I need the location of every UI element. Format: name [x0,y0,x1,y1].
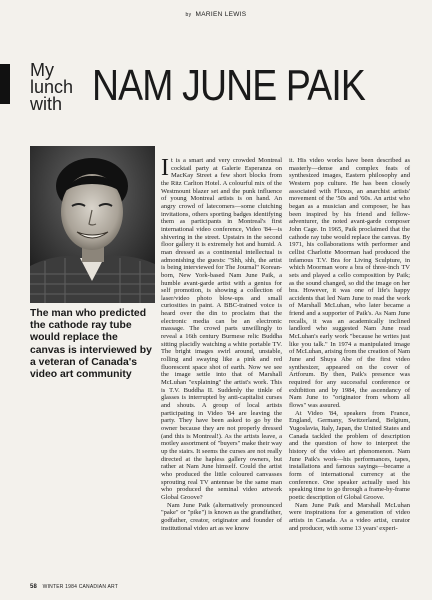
kicker-line: lunch [30,77,74,97]
kicker-line: My [30,60,54,80]
drop-cap: I [161,155,169,181]
kicker-line: with [30,94,63,114]
paragraph-text: t is a smart and very crowded Montreal cocktail party at Galerie Esperanza on MacKay Street a few short blocks from the Ritz Carlton Hotel. A colourful mix of the Westmount blazer set and the punk influence of young Montreal artists is on hand. An angry crowd of latecomers—some clutching invitations, others sporting badges identifying them as participants in Montreal's first international video conference, Video '84—is shivering in the street. Upstairs in the second floor gallery it is extremely hot and humid. A man dressed as a continental intellectual is admonishing the guests: "Shh, shh, the artist is being interviewed for The Journal" Korean-born, New York-based Nam June Paik, a humble avant-garde artist with a genius for self promotion, is showing a collection of laser/video photo blow-ups and small curiosities in paint. A BBC-trained voice is heard over the din to proclaim that the electronic media can be an electronic massage. The crowd parts unwillingly to reveal a 16th century Burmese relic Buddha sitting placidly watching a white portable TV. The bright images swirl around, unstable, rolling and swaying like a pink and red fluorescent space shot of earth. Now we see the image settle into that of Marshall McLuhan "explaining" the artist's work. This is T.V. Buddha II. Suddenly the tinkle of glasses is interrupted by anti-capitalist curses and shouts. A group of local artists participating in Video '84 are leaving the party. They have been asked to go by the owner because they are not properly dressed (and this is Montreal!). As the artists leave, a motley assortment of "buyers" make their way up the stairs. It seems the curses are not really directed at the hapless gallery owners, but rather at Nam June himself. Could the artist who produced the little coloured canvasses sprouting real TV antennae be the same man who produced the seminal video artwork Global Groove? [161,157,282,501]
article-paragraph: it. His video works have been described as masterly—dense and complex feats of synthesized images, Eastern philosophy and Western pop culture. He has been closely associated with Fluxus, an anarchist artists' movement of the '50s and '60s. An artist who began as a musician and composer, he has been inspired by his friend and fellow-adventurer, the noted avant-garde composer John Cage. In 1965, Paik proclaimed that the cathode ray tube would replace the canvas. By 1971, his collaborations with performer and cellist Charlotte Moorman had produced the infamous T.V. Bra for Living Sculpture, in which Moorman wore a bra of three-inch TV sets and played a cello composition by Paik; as the sound changed, so did the image on her bra. However, it was one of life's happy accidents that led Nam June to read the work of Marshall McLuhan, who later became a friend and a supporter of Paik's. As Nam June recalls, it was an academically inclined landlord who suggested Nam June read McLuhan's early work "because he writes just like you talk." In 1974 a manipulated image of McLuhan, arising from the creation of Nam June and Shuya Abe of the first video synthesizer, appeared on the cover of Artforum. By then, Paik's presence was required for any successful conference or exhibition and by 1984, the ascendancy of Nam June to "originator from whom all flows" was assured. [289,157,410,409]
byline-author: MARIEN LEWIS [195,11,247,18]
article-paragraph: Nam June Paik and Marshall McLuhan were inspirations for a generation of video artists in Canada. As a video artist, curator and producer, with some 13 years' experi- [289,501,410,532]
headline-kicker [30,62,90,113]
article-column-2 [289,157,410,532]
decorative-bar [0,64,10,104]
headline: NAM JUNE PAIK [92,61,365,110]
issue-info: WINTER 1984 CANADIAN ART [42,584,118,590]
page-number: 58 [30,584,38,590]
article-paragraph [161,157,282,502]
article-paragraph: Nam June Paik (alternatively pronounced "pake" or "pike") is known as the grandfather, godfather, creator, originator and founder of institutional video art as we know [161,501,282,532]
byline-prefix: by [185,12,192,18]
photo-caption: The man who predicted the cathode ray tube would replace the canvas is interviewed by a veteran of Canada's video art community [30,308,152,381]
page-footer [30,584,118,590]
byline [0,11,432,18]
article-paragraph: At Video '84, speakers from France, England, Germany, Switzerland, Belgium, Yugoslavia, Italy, Japan, the United States and Canada tackled the problem of description and the question of how to interpret the history of the video art phenomenon. Nam June Paik's work—his performances, tapes, installations and famous sayings—became a form of international currency at the conference. One speaker actually used his speaking time to go through a frame-by-frame poetic description of Global Groove. [289,409,410,501]
portrait-image [30,146,155,303]
portrait-photo [30,146,155,303]
article-column-1 [161,157,282,532]
